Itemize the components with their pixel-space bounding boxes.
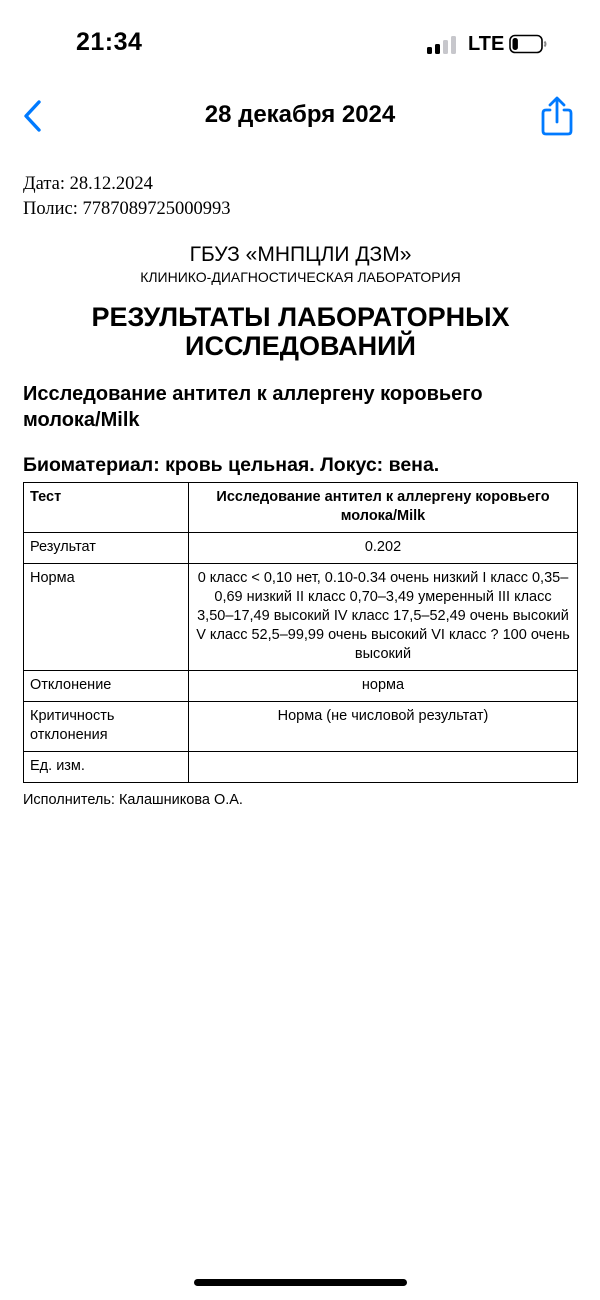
nav-title: 28 декабря 2024 [204,101,396,128]
study-name: Исследование антител к аллергену коровьего молока/Milk [23,383,483,431]
row-value: 0 класс < 0,10 нет, 0.10-0.34 очень низкий I класс 0,35–0,69 низкий II класс 0,70–3,49 умеренный III класс 3,50–17,49 высокий IV класс 17,5–52,49 очень высокий V класс 52,5–99,99 очень высокий VI класс ? 100 очень высокий [189,564,578,671]
status-bar [0,0,600,90]
signal-bar [435,44,440,54]
row-value: Исследование антител к аллергену коровьего молока/Milk [189,483,578,533]
table-row-units [24,752,578,783]
row-key: Отклонение [24,671,189,702]
results-table [23,482,578,783]
signal-bar [443,40,448,54]
table-row-result [24,533,578,564]
signal-bar [427,47,432,54]
table-row-norm [24,564,578,671]
policy-number: Полис: 7787089725000993 [23,199,231,219]
row-key: Норма [24,564,189,671]
table-row-test [24,483,578,533]
row-value: Норма (не числовой результат) [189,702,578,752]
organization-subtitle: КЛИНИКО-ДИАГНОСТИЧЕСКАЯ ЛАБОРАТОРИЯ [140,269,461,285]
biomaterial: Биоматериал: кровь цельная. Локус: вена. [23,454,440,476]
battery-fill [513,38,518,50]
home-indicator[interactable] [194,1279,407,1286]
battery-icon [509,34,547,54]
row-key: Тест [24,483,189,533]
executor: Исполнитель: Калашникова О.А. [23,792,243,808]
chevron-left-icon[interactable] [18,96,48,136]
share-icon[interactable] [538,95,576,137]
document [23,172,578,809]
network-type: LTE [468,33,505,55]
row-value [189,752,578,783]
row-key: Критичность отклонения [24,702,189,752]
document-title: РЕЗУЛЬТАТЫ ЛАБОРАТОРНЫХ ИССЛЕДОВАНИЙ [91,302,510,361]
row-value: норма [189,671,578,702]
cellular-signal-icon [427,36,459,54]
table-row-criticality [24,702,578,752]
row-key: Результат [24,533,189,564]
navigation-bar [0,90,600,142]
row-key: Ед. изм. [24,752,189,783]
document-date: Дата: 28.12.2024 [23,174,153,194]
organization-name: ГБУЗ «МНПЦЛИ ДЗМ» [189,243,412,266]
table-row-deviation [24,671,578,702]
status-time: 21:34 [76,28,143,56]
row-value: 0.202 [189,533,578,564]
signal-bar [451,36,456,54]
